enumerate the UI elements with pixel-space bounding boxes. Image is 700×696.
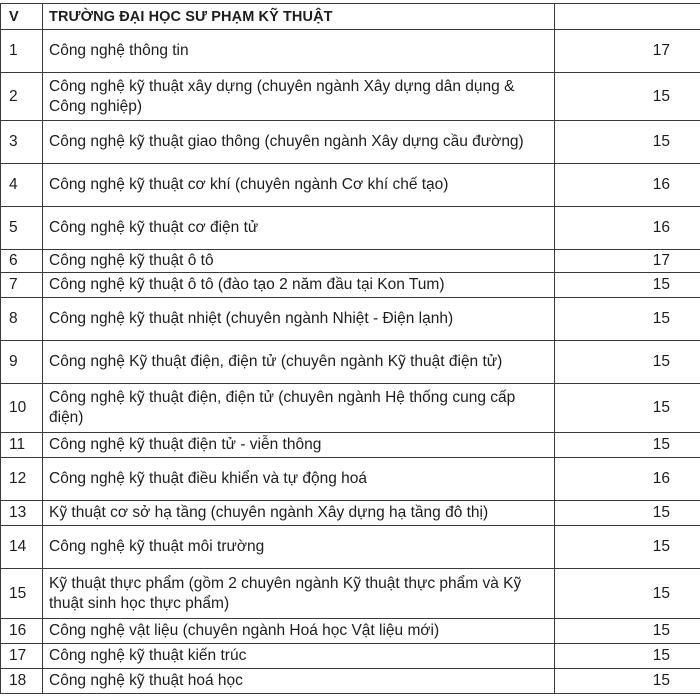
table-row <box>1 30 700 73</box>
row-index-cell: 6 <box>1 250 43 273</box>
table-header-row <box>1 4 700 30</box>
table-row <box>1 433 700 458</box>
major-name-cell: Công nghệ kỹ thuật cơ điện tử <box>43 207 555 250</box>
score-cell: 15 <box>555 121 700 164</box>
row-index-cell: 16 <box>1 619 43 644</box>
major-name-cell: Công nghệ kỹ thuật giao thông (chuyên ngành Xây dựng cầu đường) <box>43 121 555 164</box>
major-name-cell: Công nghệ kỹ thuật kiến trúc <box>43 644 555 669</box>
table-row <box>1 669 700 694</box>
major-name-cell: Công nghệ kỹ thuật điện, điện tử (chuyên ngành Hệ thống cung cấp điện) <box>43 384 555 433</box>
score-cell: 15 <box>555 619 700 644</box>
score-cell: 15 <box>555 384 700 433</box>
row-index-cell: 14 <box>1 526 43 569</box>
row-index-cell: 5 <box>1 207 43 250</box>
row-index-cell: 3 <box>1 121 43 164</box>
row-index-cell: 9 <box>1 341 43 384</box>
table-row <box>1 164 700 207</box>
score-cell: 15 <box>555 669 700 694</box>
row-index-cell: 17 <box>1 644 43 669</box>
major-name-cell: Kỹ thuật cơ sở hạ tầng (chuyên ngành Xây dựng hạ tầng đô thị) <box>43 501 555 526</box>
row-index-cell: 10 <box>1 384 43 433</box>
row-index-cell: 4 <box>1 164 43 207</box>
row-index-cell: 18 <box>1 669 43 694</box>
admission-score-table <box>0 3 700 694</box>
row-index-cell: 1 <box>1 30 43 73</box>
table-row <box>1 121 700 164</box>
table-row <box>1 526 700 569</box>
score-cell: 16 <box>555 207 700 250</box>
major-name-cell: Công nghệ kỹ thuật hoá học <box>43 669 555 694</box>
table-row <box>1 501 700 526</box>
table-row <box>1 384 700 433</box>
table-row <box>1 207 700 250</box>
score-cell: 15 <box>555 644 700 669</box>
major-name-cell: Công nghệ kỹ thuật ô tô <box>43 250 555 273</box>
major-name-cell: Công nghệ Kỹ thuật điện, điện tử (chuyên ngành Kỹ thuật điện tử) <box>43 341 555 384</box>
major-name-cell: Công nghệ kỹ thuật điều khiển và tự động hoá <box>43 458 555 501</box>
score-cell: 15 <box>555 501 700 526</box>
header-cell-score <box>555 4 700 30</box>
table-row <box>1 73 700 121</box>
row-index-cell: 12 <box>1 458 43 501</box>
header-cell-index: V <box>1 4 43 30</box>
table-row <box>1 273 700 298</box>
major-name-cell: Công nghệ thông tin <box>43 30 555 73</box>
score-cell: 15 <box>555 273 700 298</box>
major-name-cell: Công nghệ kỹ thuật cơ khí (chuyên ngành Cơ khí chế tạo) <box>43 164 555 207</box>
major-name-cell: Công nghệ vật liệu (chuyên ngành Hoá học Vật liệu mới) <box>43 619 555 644</box>
major-name-cell: Kỹ thuật thực phẩm (gồm 2 chuyên ngành Kỹ thuật thực phẩm và Kỹ thuật sinh học thực phẩm) <box>43 569 555 619</box>
major-name-cell: Công nghệ kỹ thuật nhiệt (chuyên ngành Nhiệt - Điện lạnh) <box>43 298 555 341</box>
score-cell: 15 <box>555 341 700 384</box>
major-name-cell: Công nghệ kỹ thuật điện tử - viễn thông <box>43 433 555 458</box>
score-cell: 15 <box>555 433 700 458</box>
table-row <box>1 250 700 273</box>
major-name-cell: Công nghệ kỹ thuật xây dựng (chuyên ngành Xây dựng dân dụng & Công nghiệp) <box>43 73 555 121</box>
row-index-cell: 2 <box>1 73 43 121</box>
header-cell-university: TRƯỜNG ĐẠI HỌC SƯ PHẠM KỸ THUẬT <box>43 4 555 30</box>
table-row <box>1 298 700 341</box>
score-cell: 15 <box>555 73 700 121</box>
score-cell: 15 <box>555 298 700 341</box>
major-name-cell: Công nghệ kỹ thuật ô tô (đào tạo 2 năm đầu tại Kon Tum) <box>43 273 555 298</box>
row-index-cell: 13 <box>1 501 43 526</box>
table-body <box>1 4 700 694</box>
score-cell: 15 <box>555 569 700 619</box>
row-index-cell: 7 <box>1 273 43 298</box>
table-row <box>1 341 700 384</box>
table-row <box>1 644 700 669</box>
row-index-cell: 11 <box>1 433 43 458</box>
score-cell: 17 <box>555 30 700 73</box>
score-cell: 17 <box>555 250 700 273</box>
table-row <box>1 569 700 619</box>
score-cell: 16 <box>555 458 700 501</box>
row-index-cell: 15 <box>1 569 43 619</box>
row-index-cell: 8 <box>1 298 43 341</box>
table-row <box>1 458 700 501</box>
score-cell: 15 <box>555 526 700 569</box>
table-row <box>1 619 700 644</box>
major-name-cell: Công nghệ kỹ thuật môi trường <box>43 526 555 569</box>
score-cell: 16 <box>555 164 700 207</box>
